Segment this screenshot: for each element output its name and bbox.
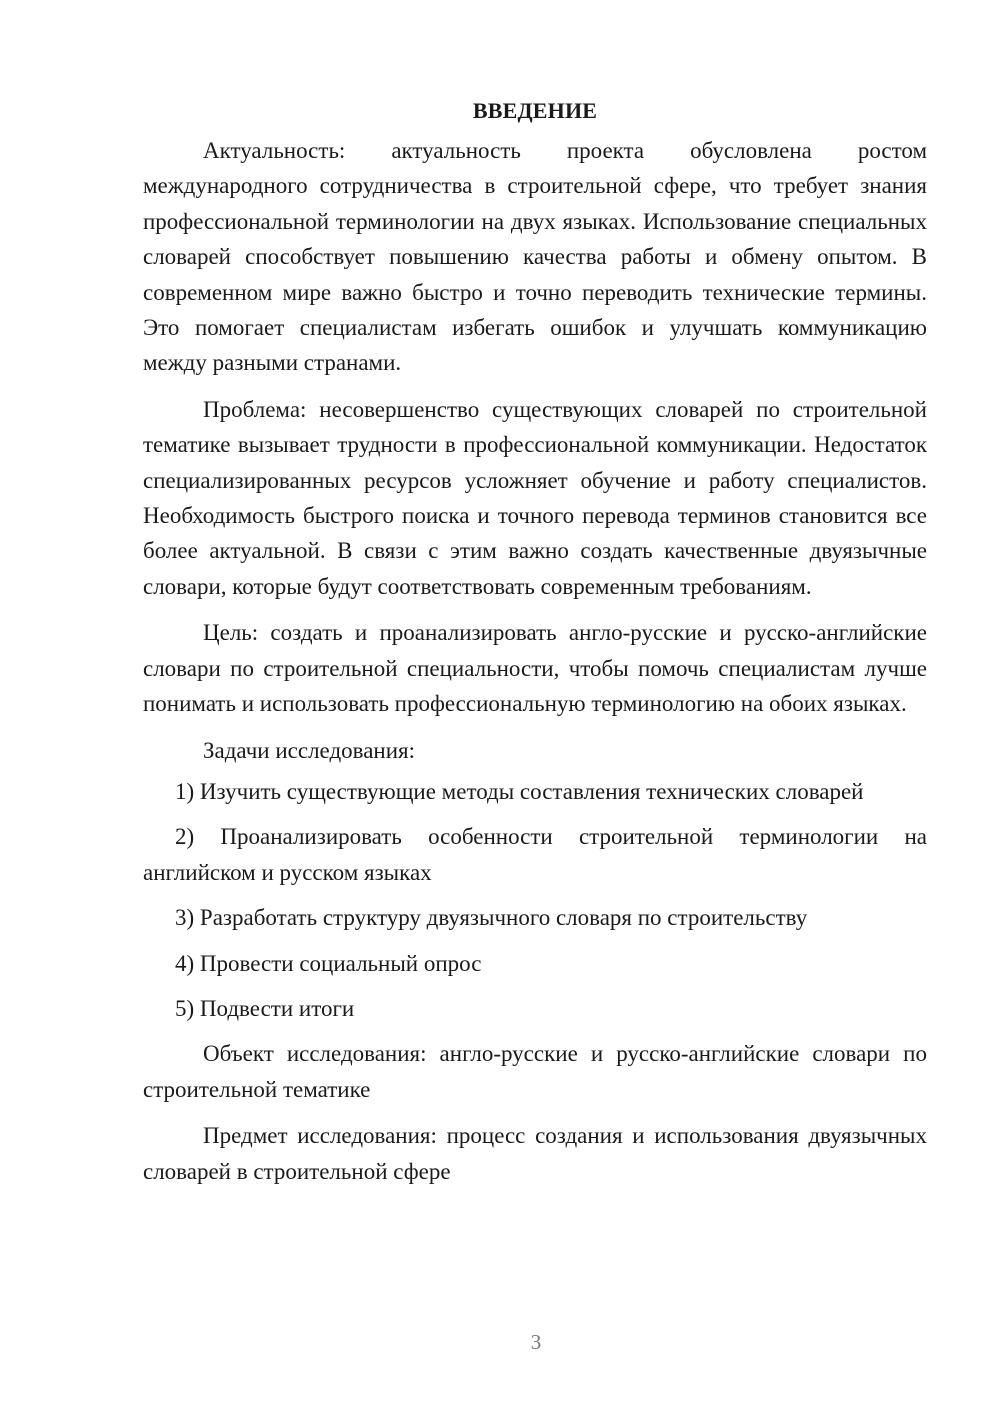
tasks-heading: Задачи исследования: — [203, 737, 416, 763]
task-item: 2) Проанализировать особенности строительной терминологии на английском и русском языках — [143, 824, 927, 885]
paragraph-relevance: Актуальность: актуальность проекта обусловлена ростом международного сотрудничества в строительной сфере, что требует знания профессиональной терминологии на двух языках. Использование специальных словарей способствует повышению качества работы и обмену опытом. В современном мире важно быстро и точно переводить технические термины. Это помогает специалистам избегать ошибок и улучшать коммуникацию между разными странами. — [143, 138, 927, 376]
page-number: 3 — [530, 1330, 542, 1354]
task-item: 3) Разработать структуру двуязычного словаря по строительству — [175, 905, 808, 931]
page-title: ВВЕДЕНИЕ — [472, 98, 598, 123]
page-content — [143, 96, 927, 1200]
paragraph-problem: Проблема: несовершенство существующих словарей по строительной тематике вызывает трудности в профессиональной коммуникации. Недостаток специализированных ресурсов усложняет обучение и работу специалистов. Необходимость быстрого поиска и точного перевода терминов становится все более актуальной. В связи с этим важно создать качественные двуязычные словари, которые будут соответствовать современным требованиям. — [143, 396, 927, 599]
paragraph-goal: Цель: создать и проанализировать англо-русские и русско-английские словари по строительной специальности, чтобы помочь специалистам лучше понимать и использовать профессиональную терминологию на обоих языках. — [143, 620, 927, 717]
paragraph-subject: Предмет исследования: процесс создания и использования двуязычных словарей в строительной сфере — [143, 1123, 927, 1184]
task-item: 4) Провести социальный опрос — [175, 950, 482, 976]
task-item: 1) Изучить существующие методы составления технических словарей — [175, 778, 864, 804]
paragraph-object: Объект исследования: англо-русские и русско-английские словари по строительной тематике — [143, 1041, 927, 1102]
task-item: 5) Подвести итоги — [175, 995, 355, 1021]
